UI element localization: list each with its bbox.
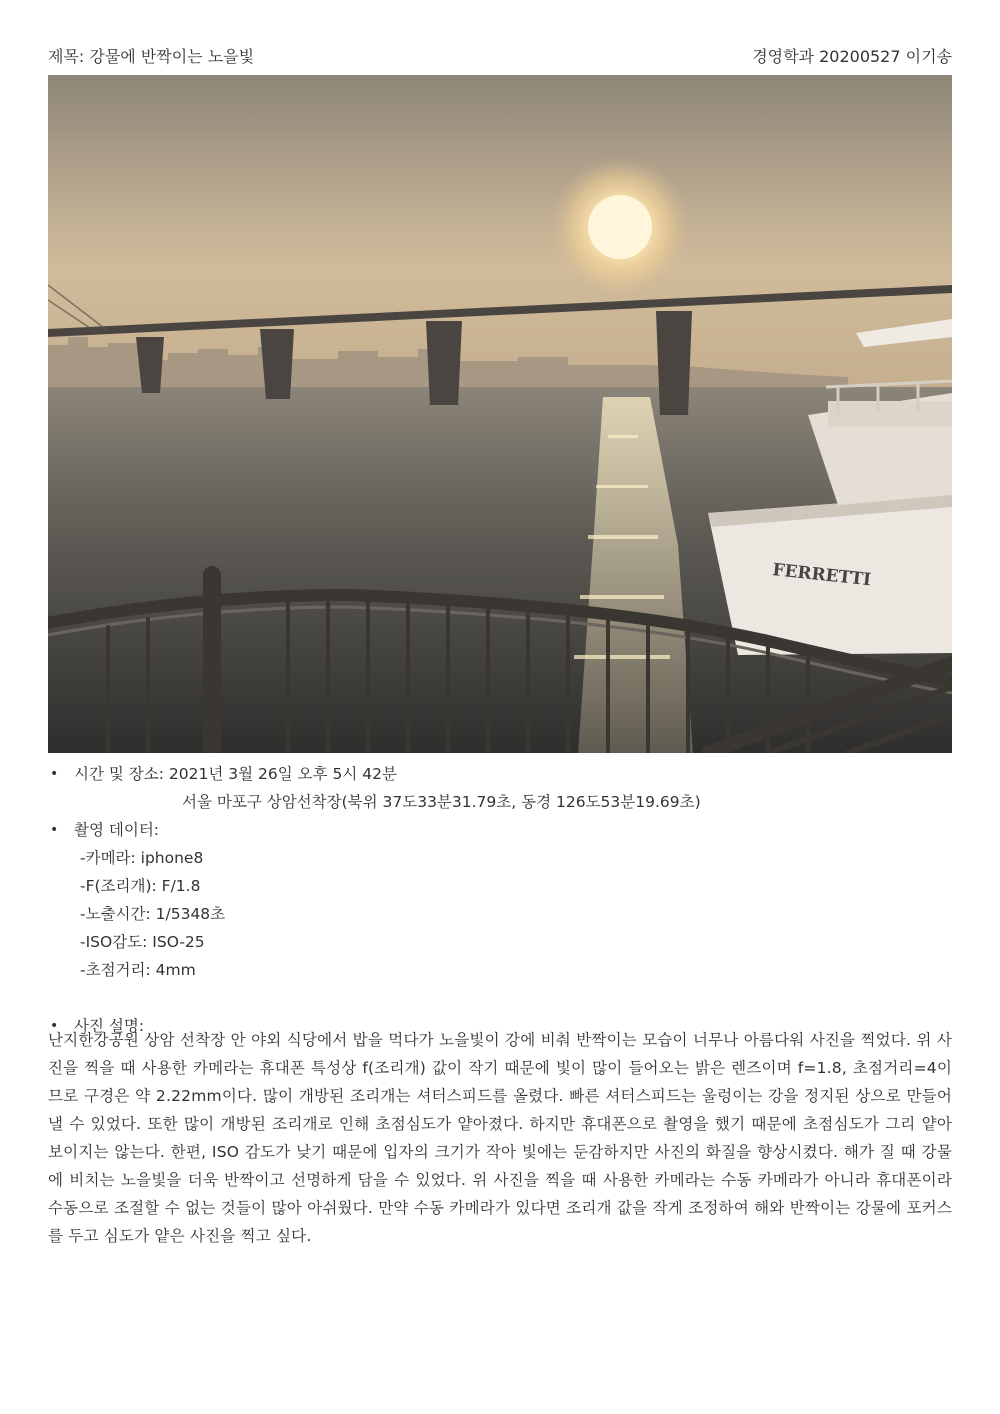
author-info: 경영학과 20200527 이기송 — [752, 47, 952, 66]
photo-info-section — [48, 760, 952, 1040]
sky — [48, 75, 952, 395]
sunset-river-photo — [48, 75, 952, 753]
spec-row — [48, 956, 952, 984]
bullet-icon: • — [50, 1018, 59, 1034]
shooting-data-row — [48, 816, 952, 844]
photo-description: 난지한강공원 상암 선착장 안 야외 식당에서 밥을 먹다가 노을빛이 강에 비춰 반짝이는 모습이 너무나 아름다워 사진을 찍었다. 위 사진을 찍을 때 사용한 카메라는 휴대폰 특성상 f(조리개) 값이 작기 때문에 빛이 많이 들어오는 밝은 렌즈이며 f=1.8, 초점거리=4이므로 구경은 약 2.22mm이다. 많이 개방된 조리개는 셔터스피드를 올렸다. 빠른 셔터스피드는 울렁이는 강을 정지된 상으로 만들어 낼 수 있었다. 또한 많이 개방된 조리개로 인해 초점심도가 얕아졌다. 하지만 휴대폰으로 촬영을 했기 때문에 초점심도가 그리 얕아 보이지는 않는다. 한편, ISO 감도가 낮기 때문에 입자의 크기가 작아 빛에는 둔감하지만 사진의 화질을 향상시켰다. 해가 질 때 강물에 비치는 노을빛을 더욱 반짝이고 선명하게 담을 수 있었다. 위 사진을 찍을 때 사용한 카메라는 수동 카메라가 아니라 휴대폰이라 수동으로 조절할 수 없는 것들이 많아 아쉬웠다. 만약 수동 카메라가 있다면 조리개 값을 작게 조정하여 해와 반짝이는 강물에 포커스를 두고 심도가 얕은 사진을 찍고 싶다. — [48, 1031, 952, 1245]
spacer — [48, 984, 952, 1012]
page-header — [48, 44, 952, 70]
boat-brand-text: FERRETTI — [771, 560, 872, 591]
spec-row — [48, 900, 952, 928]
place-text: 서울 마포구 상암선착장(북위 37도33분31.79초, 동경 126도53분19.69초) — [182, 793, 701, 811]
spec-row — [48, 844, 952, 872]
spec-aperture: -F(조리개): F/1.8 — [80, 877, 201, 895]
bullet-icon: • — [50, 766, 59, 782]
time-place-row — [48, 760, 952, 788]
bullet-icon: • — [50, 822, 59, 838]
shooting-data-label: 촬영 데이터: — [74, 821, 160, 839]
spec-exposure: -노출시간: 1/5348초 — [80, 905, 226, 923]
place-row — [48, 788, 952, 816]
spec-row — [48, 928, 952, 956]
spec-focal-length: -초점거리: 4mm — [80, 961, 196, 979]
document-title: 제목: 강물에 반짝이는 노을빛 — [48, 47, 255, 66]
time-place-text: 시간 및 장소: 2021년 3월 26일 오후 5시 42분 — [74, 765, 397, 783]
spec-row — [48, 872, 952, 900]
spec-camera: -카메라: iphone8 — [80, 849, 204, 867]
description-label: 사진 설명: — [74, 1017, 145, 1035]
spec-iso: -ISO감도: ISO-25 — [80, 933, 205, 951]
